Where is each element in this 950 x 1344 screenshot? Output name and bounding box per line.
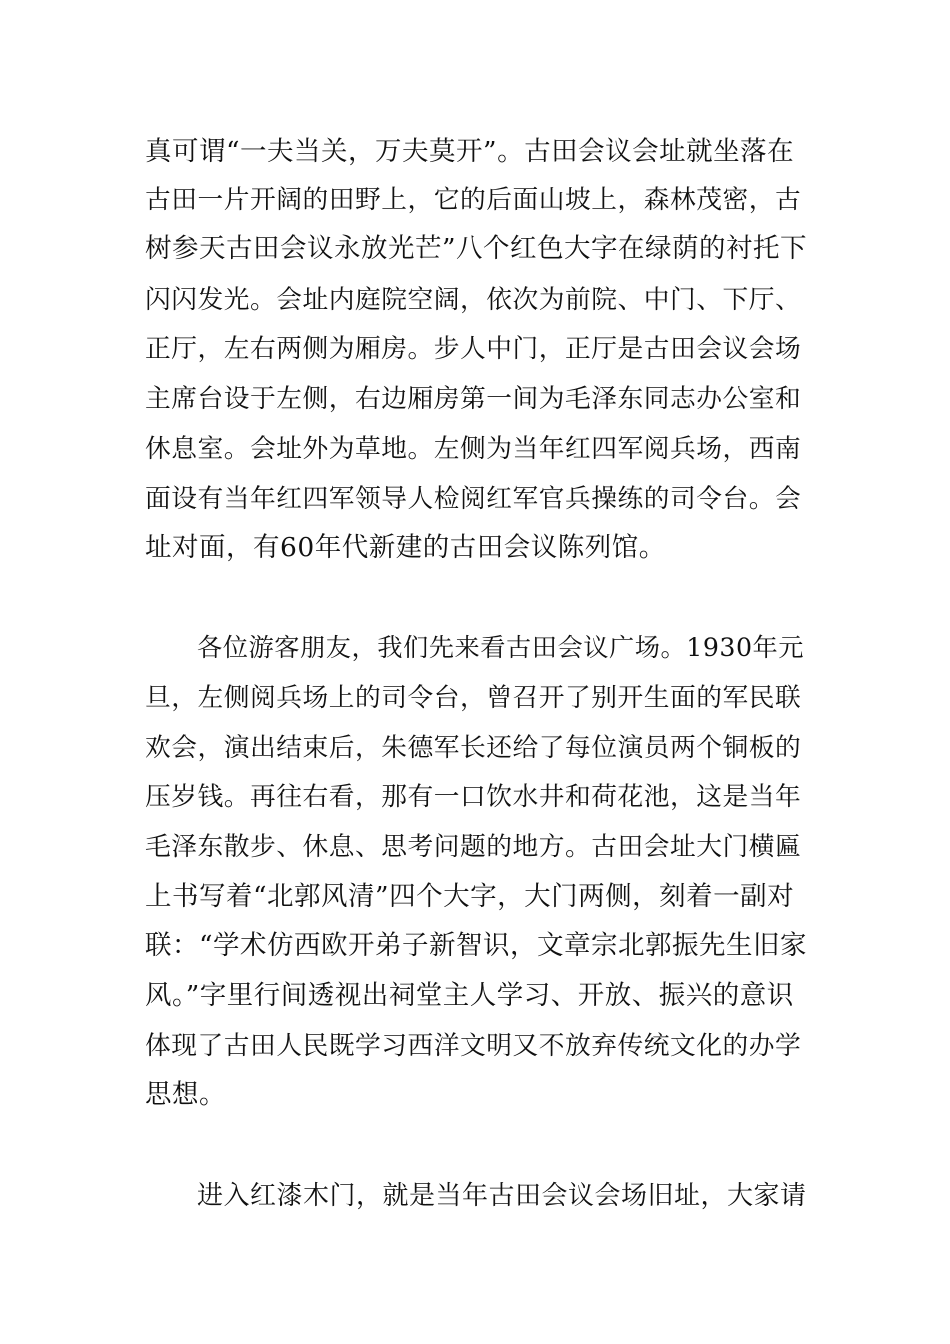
text-line: 风。”字里行间透视出祠堂主人学习、开放、振兴的意识: [145, 980, 794, 1011]
text-line: 毛泽东散步、休息、思考问题的地方。古田会址大门横匾: [145, 832, 802, 862]
text-line: 压岁钱。再往右看，那有一口饮水井和荷花池，这是当年: [145, 782, 802, 812]
text-line: 欢会，演出结束后，朱德军长还给了每位演员两个铜板的: [145, 733, 802, 763]
text-line: 各位游客朋友，我们先来看古田会议广场。1930年元: [197, 633, 805, 662]
text-line: 址对面，有60年代新建的古田会议陈列馆。: [145, 532, 666, 563]
text-line: 主席台设于左侧，右边厢房第一间为毛泽东同志办公室和: [145, 384, 802, 414]
text-line: 真可谓“一夫当关，万夫莫开”。古田会议会址就坐落在: [145, 136, 795, 167]
text-line: 树参天古田会议永放光芒”八个红色大字在绿荫的衬托下: [145, 233, 808, 264]
text-line: 联：“学术仿西欧开弟子新智识，文章宗北郭振先生旧家: [145, 930, 808, 961]
text-line: 休息室。会址外为草地。左侧为当年红四军阅兵场，西南: [145, 434, 802, 464]
text-line: 正厅，左右两侧为厢房。步人中门，正厅是古田会议会场: [145, 334, 802, 364]
text-line: 古田一片开阔的田野上，它的后面山坡上，森林茂密，古: [145, 185, 802, 215]
text-line: 闪闪发光。会址内庭院空阔，依次为前院、中门、下厅、: [145, 285, 802, 315]
text-line: 旦，左侧阅兵场上的司令台，曾召开了别开生面的军民联: [145, 683, 802, 713]
text-line: 体现了古田人民既学习西洋文明又不放弃传统文化的办学: [145, 1031, 802, 1061]
text-line: 面设有当年红四军领导人检阅红军官兵操练的司令台。会: [145, 484, 802, 514]
text-line: 上书写着“北郭风清”四个大字，大门两侧，刻着一副对: [145, 881, 795, 912]
text-line: 进入红漆木门，就是当年古田会议会场旧址，大家请: [197, 1181, 807, 1211]
text-line: 思想。: [145, 1079, 226, 1110]
